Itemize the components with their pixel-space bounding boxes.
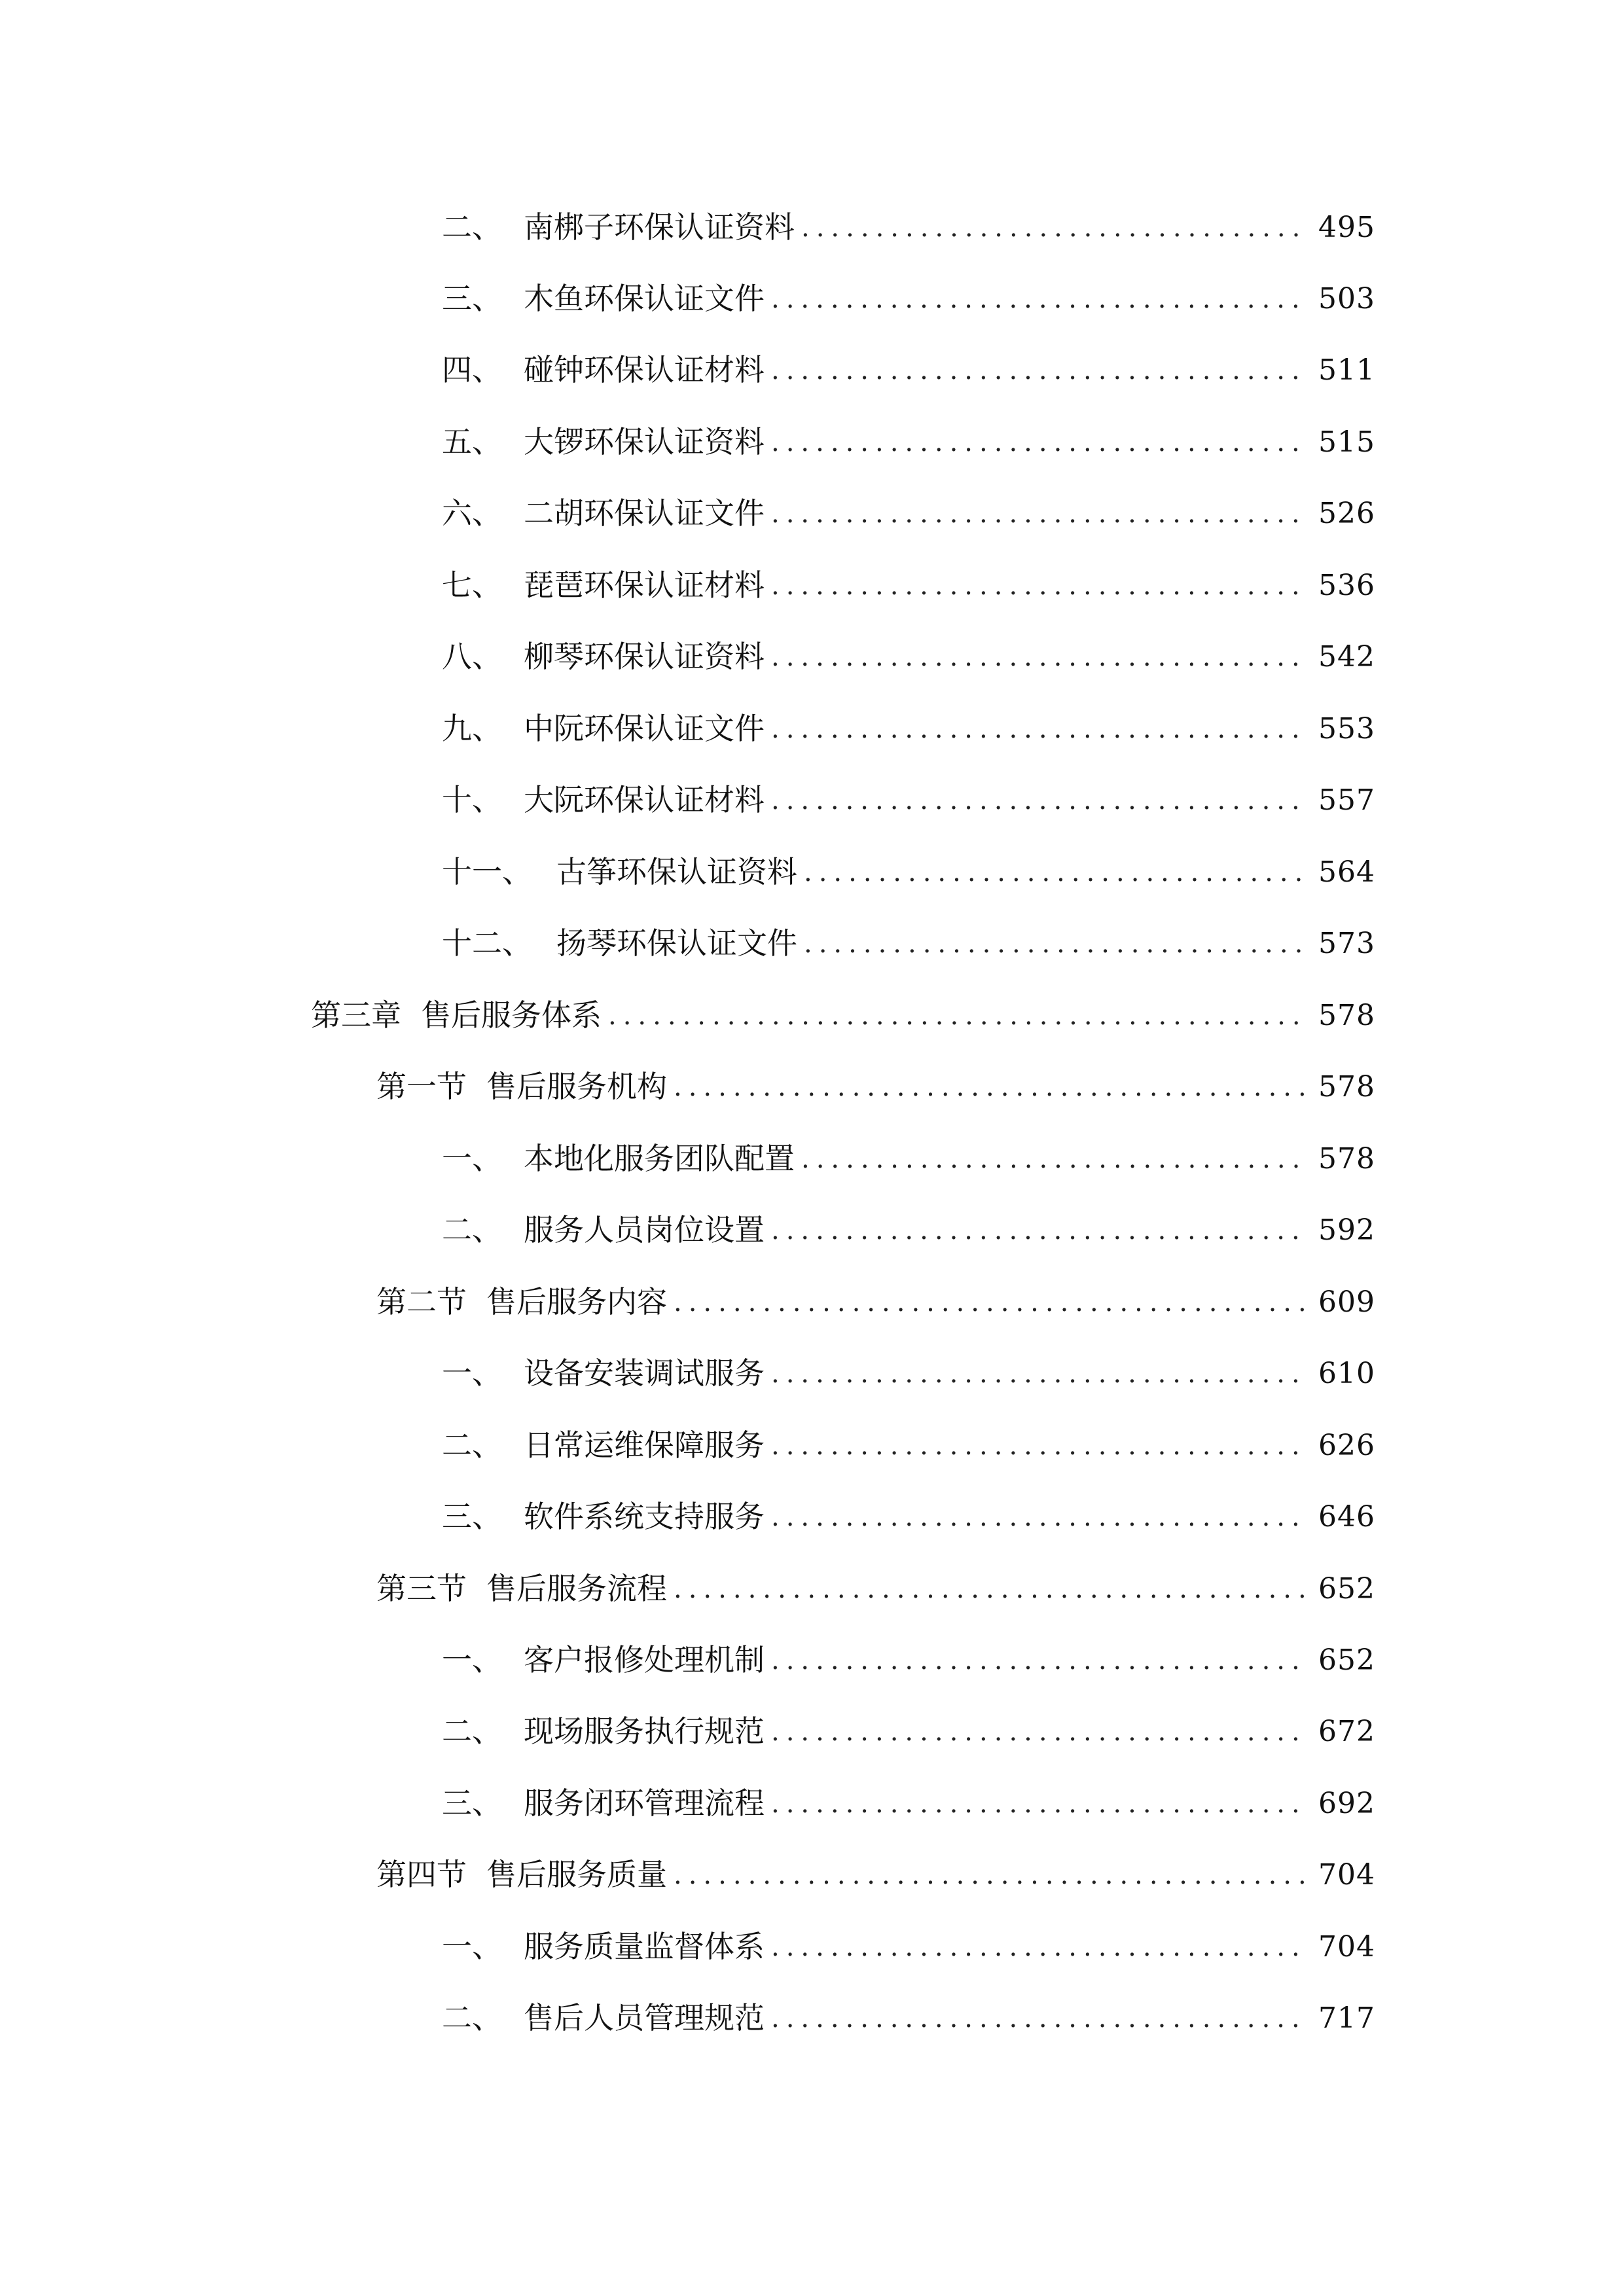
toc-entry-title: 碰钟环保认证材料 (524, 352, 765, 387)
toc-entry-number: 十二、 (442, 925, 532, 961)
toc-leader-dots (771, 1504, 1307, 1532)
toc-entry[interactable] (442, 1342, 1375, 1391)
toc-entry-number: 六、 (442, 495, 502, 531)
toc-entry[interactable] (442, 626, 1375, 672)
toc-entry-title: 设备安装调试服务 (524, 1355, 765, 1391)
toc-entry-number: 三、 (442, 1499, 502, 1534)
toc-leader-dots (771, 1433, 1307, 1460)
toc-leader-dots (771, 1217, 1307, 1245)
toc-entry-page: 578 (1318, 1070, 1375, 1103)
toc-entry-page: 542 (1318, 640, 1375, 673)
toc-entry-page: 557 (1318, 783, 1375, 817)
toc-entry-title: 柳琴环保认证资料 (524, 639, 765, 674)
toc-entry-page: 610 (1318, 1357, 1375, 1390)
toc-leader-dots (771, 1934, 1307, 1962)
toc-entry-title: 木鱼环保认证文件 (524, 281, 765, 316)
toc-entry[interactable] (442, 841, 1375, 887)
toc-entry[interactable] (442, 912, 1375, 961)
toc-leader-dots (674, 1074, 1307, 1102)
toc-entry-page: 626 (1318, 1429, 1375, 1462)
toc-entry-page: 717 (1318, 2001, 1375, 2035)
toc-entry-title: 古筝环保认证资料 (556, 854, 797, 889)
toc-entry-page: 564 (1318, 855, 1375, 889)
toc-entry-number: 九、 (442, 711, 502, 746)
toc-leader-dots (608, 1003, 1307, 1030)
toc-entry[interactable] (442, 482, 1375, 531)
toc-entry[interactable] (442, 1199, 1375, 1245)
toc-leader-dots (771, 1361, 1307, 1388)
toc-entry[interactable] (442, 1772, 1375, 1821)
toc-leader-dots (804, 931, 1307, 958)
toc-entry[interactable] (442, 769, 1375, 815)
toc-entry-title: 中阮环保认证文件 (524, 711, 765, 746)
toc-entry-title: 扬琴环保认证文件 (556, 925, 797, 961)
toc-entry-page: 704 (1318, 1930, 1375, 1964)
toc-entry-title: 南梆子环保认证资料 (524, 209, 795, 245)
toc-entry-title: 售后服务体系 (421, 997, 602, 1033)
toc-leader-dots (771, 501, 1307, 528)
toc-leader-dots (804, 859, 1307, 887)
toc-entry-number: 二、 (442, 1212, 502, 1247)
toc-entry-number: 二、 (442, 209, 502, 245)
toc-leader-dots (771, 573, 1307, 600)
toc-entry-title: 大阮环保认证材料 (524, 782, 765, 817)
toc-entry[interactable] (442, 196, 1375, 245)
toc-entry-number: 八、 (442, 639, 502, 674)
toc-entry-section[interactable] (376, 1056, 1375, 1102)
toc-entry-title: 服务人员岗位设置 (524, 1212, 765, 1247)
toc-leader-dots (801, 1146, 1307, 1174)
toc-entry-page: 652 (1318, 1572, 1375, 1605)
toc-entry-title: 软件系统支持服务 (524, 1499, 765, 1534)
toc-entry-title: 琵琶环保认证材料 (524, 567, 765, 603)
toc-entry-number: 二、 (442, 1427, 502, 1463)
toc-entry-number: 二、 (442, 2000, 502, 2036)
toc-entry-page: 515 (1318, 425, 1375, 459)
toc-leader-dots (771, 716, 1307, 744)
toc-entry-number: 十、 (442, 782, 502, 817)
toc-leader-dots (771, 787, 1307, 815)
toc-entry-title: 客户报修处理机制 (524, 1642, 765, 1677)
toc-entry-title: 本地化服务团队配置 (524, 1141, 795, 1176)
toc-entry-page: 536 (1318, 569, 1375, 602)
toc-entry[interactable] (442, 1987, 1375, 2036)
toc-entry-section[interactable] (376, 1558, 1375, 1604)
toc-entry-number: 一、 (442, 1642, 502, 1677)
toc-entry-title: 日常运维保障服务 (524, 1427, 765, 1463)
toc-entry[interactable] (442, 339, 1375, 385)
toc-entry-section[interactable] (376, 1271, 1375, 1317)
toc-entry-section[interactable] (376, 1844, 1375, 1890)
toc-entry-number: 三、 (442, 1785, 502, 1821)
toc-entry-page: 592 (1318, 1213, 1375, 1247)
toc-entry-title: 服务闭环管理流程 (524, 1785, 765, 1821)
toc-entry[interactable] (442, 1414, 1375, 1463)
toc-entry[interactable] (442, 1629, 1375, 1675)
toc-entry-number: 一、 (442, 1355, 502, 1391)
toc-entry-page: 573 (1318, 927, 1375, 960)
toc-entry-title: 二胡环保认证文件 (524, 495, 765, 531)
toc-leader-dots (771, 357, 1307, 385)
toc-entry-page: 672 (1318, 1715, 1375, 1748)
toc-entry-chapter[interactable] (311, 984, 1375, 1033)
toc-leader-dots (771, 1719, 1307, 1746)
toc-entry-number: 十一、 (442, 854, 532, 889)
toc-entry-number: 第一节 (376, 1069, 467, 1104)
toc-leader-dots (771, 2005, 1307, 2033)
toc-entry-number: 五、 (442, 424, 502, 459)
toc-leader-dots (771, 1647, 1307, 1675)
toc-entry-page: 692 (1318, 1787, 1375, 1820)
toc-leader-dots (674, 1289, 1307, 1317)
toc-entry-number: 七、 (442, 567, 502, 603)
toc-entry-number: 三、 (442, 281, 502, 316)
toc-entry-title: 售后服务流程 (486, 1571, 667, 1606)
toc-entry[interactable] (442, 1128, 1375, 1174)
toc-entry-page: 526 (1318, 497, 1375, 530)
toc-leader-dots (771, 1791, 1307, 1818)
toc-entry[interactable] (442, 1916, 1375, 1962)
toc-entry-title: 售后服务内容 (486, 1284, 667, 1319)
toc-entry-page: 503 (1318, 282, 1375, 315)
toc-entry-page: 652 (1318, 1643, 1375, 1677)
toc-entry-number: 一、 (442, 1141, 502, 1176)
toc-entry-title: 服务质量监督体系 (524, 1929, 765, 1964)
toc-entry[interactable] (442, 268, 1375, 314)
toc-entry[interactable] (442, 411, 1375, 457)
toc-entry-number: 第三章 (311, 997, 401, 1033)
toc-entry-title: 售后人员管理规范 (524, 2000, 765, 2036)
toc-entry-page: 609 (1318, 1285, 1375, 1319)
toc-entry-number: 一、 (442, 1929, 502, 1964)
toc-leader-dots (801, 215, 1307, 242)
toc-leader-dots (771, 286, 1307, 314)
toc-entry-number: 第四节 (376, 1857, 467, 1892)
toc-entry-number: 第三节 (376, 1571, 467, 1606)
toc-entry[interactable] (442, 1700, 1375, 1749)
toc-entry-title: 现场服务执行规范 (524, 1713, 765, 1749)
toc-entry-page: 646 (1318, 1500, 1375, 1534)
toc-entry[interactable] (442, 554, 1375, 603)
toc-entry-page: 511 (1318, 353, 1375, 387)
toc-entry-number: 第二节 (376, 1284, 467, 1319)
toc-entry-title: 售后服务质量 (486, 1857, 667, 1892)
toc-entry-page: 704 (1318, 1858, 1375, 1892)
toc-entry-page: 578 (1318, 1142, 1375, 1175)
toc-entry-page: 578 (1318, 999, 1375, 1032)
toc-entry-title: 大锣环保认证资料 (524, 424, 765, 459)
toc-entry[interactable] (442, 698, 1375, 744)
toc-entry[interactable] (442, 1486, 1375, 1532)
toc-entry-number: 二、 (442, 1713, 502, 1749)
toc-leader-dots (771, 429, 1307, 457)
toc-leader-dots (674, 1576, 1307, 1604)
toc-leader-dots (674, 1862, 1307, 1890)
toc-leader-dots (771, 644, 1307, 672)
toc-entry-title: 售后服务机构 (486, 1069, 667, 1104)
toc-entry-page: 495 (1318, 211, 1375, 244)
toc-entry-page: 553 (1318, 712, 1375, 745)
toc-entry-number: 四、 (442, 352, 502, 387)
